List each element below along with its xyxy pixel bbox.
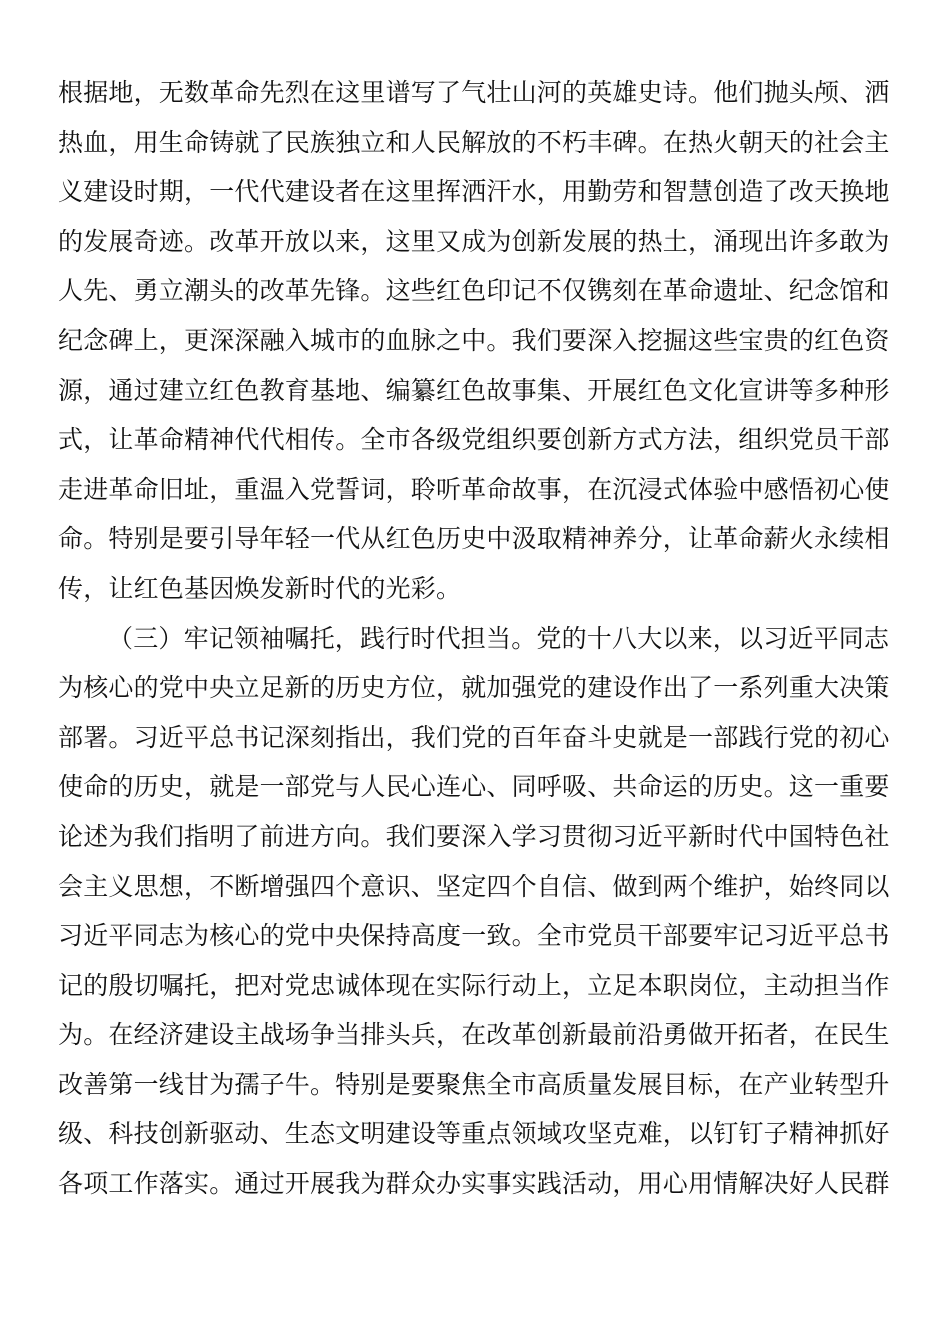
paragraph-section-three (58, 614, 890, 1209)
paragraph-red-heritage (58, 68, 890, 614)
text-line: 命。特别是要引导年轻一代从红色历史中汲取精神养分，让革命薪火永续相 (58, 524, 890, 554)
text-line: 论述为我们指明了前进方向。我们要深入学习贯彻习近平新时代中国特色社 (58, 821, 890, 851)
text-line: 记的殷切嘱托，把对党忠诚体现在实际行动上，立足本职岗位，主动担当作 (58, 970, 890, 1000)
text-line: 走进革命旧址，重温入党誓词，聆听革命故事，在沉浸式体验中感悟初心使 (58, 474, 890, 504)
text-line: 的发展奇迹。改革开放以来，这里又成为创新发展的热土，涌现出许多敢为 (58, 226, 890, 256)
text-line: 使命的历史，就是一部党与人民心连心、同呼吸、共命运的历史。这一重要 (58, 772, 890, 802)
section-heading-line: （三）牢记领袖嘱托，践行时代担当。党的十八大以来，以习近平同志 (108, 623, 890, 653)
text-line: 根据地，无数革命先烈在这里谱写了气壮山河的英雄史诗。他们抛头颅、洒 (58, 78, 890, 107)
text-line: 纪念碑上，更深深融入城市的血脉之中。我们要深入挖掘这些宝贵的红色资 (58, 325, 890, 355)
text-line: 会主义思想，不断增强四个意识、坚定四个自信、做到两个维护，始终同以 (58, 871, 890, 901)
text-line: 人先、勇立潮头的改革先锋。这些红色印记不仅镌刻在革命遗址、纪念馆和 (58, 276, 890, 306)
document-body (58, 68, 890, 1209)
text-line: 改善第一线甘为孺子牛。特别是要聚焦全市高质量发展目标，在产业转型升 (58, 1069, 890, 1099)
text-line: 热血，用生命铸就了民族独立和人民解放的不朽丰碑。在热火朝天的社会主 (58, 127, 890, 157)
text-line: 各项工作落实。通过开展我为群众办实事实践活动，用心用情解决好人民群 (58, 1169, 890, 1199)
text-line: 源，通过建立红色教育基地、编纂红色故事集、开展红色文化宣讲等多种形 (58, 375, 890, 405)
text-line: 部署。习近平总书记深刻指出，我们党的百年奋斗史就是一部践行党的初心 (58, 722, 890, 752)
text-line: 为核心的党中央立足新的历史方位，就加强党的建设作出了一系列重大决策 (58, 673, 890, 703)
text-line: 习近平同志为核心的党中央保持高度一致。全市党员干部要牢记习近平总书 (58, 921, 890, 951)
text-line: 传，让红色基因焕发新时代的光彩。 (58, 573, 462, 603)
text-line: 义建设时期，一代代建设者在这里挥洒汗水，用勤劳和智慧创造了改天换地 (58, 177, 890, 207)
text-line: 式，让革命精神代代相传。全市各级党组织要创新方式方法，组织党员干部 (58, 425, 890, 455)
text-line: 为。在经济建设主战场争当排头兵，在改革创新最前沿勇做开拓者，在民生 (58, 1020, 890, 1050)
text-line: 级、科技创新驱动、生态文明建设等重点领域攻坚克难，以钉钉子精神抓好 (58, 1119, 890, 1149)
